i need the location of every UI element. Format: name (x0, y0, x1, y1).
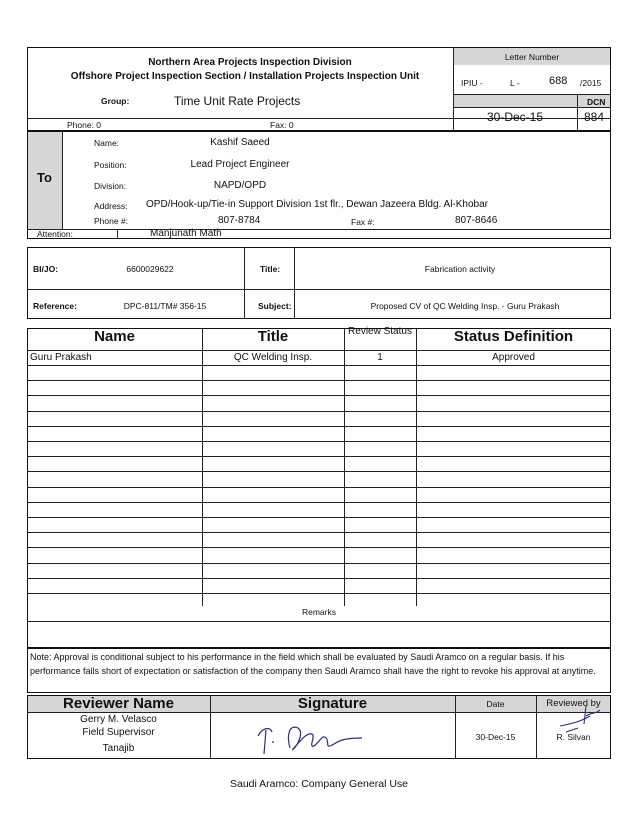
to-name: Kashif Saeed (210, 137, 270, 148)
attention-value: Manjunath Math (150, 228, 222, 239)
table-rule (27, 350, 611, 351)
header-name: Name (94, 328, 135, 345)
table-rule (27, 426, 611, 427)
to-division: NAPD/OPD (213, 180, 267, 191)
table-rule (27, 578, 611, 579)
signature-label: Signature (297, 695, 368, 712)
table-rule (27, 593, 611, 594)
position-label: Position: (94, 160, 127, 170)
row-review-status: 1 (377, 352, 383, 363)
letter-prefix: IPIU - (461, 78, 483, 88)
footer-date: 30-Dec-15 (475, 732, 516, 742)
fax-label: Fax: 0 (270, 120, 294, 130)
reference-value: DPC-811/TM# 356-15 (123, 301, 207, 311)
table-rule (27, 517, 611, 518)
title-label: Title: (260, 264, 281, 274)
reviewed-by: R. Silvan (556, 732, 591, 742)
subject-value: Proposed CV of QC Welding Insp. - Guru Prakash (370, 301, 560, 311)
address-label: Address: (94, 201, 128, 211)
reviewer-signature (250, 714, 380, 760)
to-address: OPD/Hook-up/Tie-in Support Division 1st flr., Dewan Jazeera Bldg. Al-Khobar (146, 199, 489, 210)
row-status-definition: Approved (492, 352, 535, 363)
to-phone: 807-8784 (218, 215, 261, 226)
table-rule (27, 621, 611, 622)
table-rule (27, 547, 611, 548)
date-label: Date (486, 699, 505, 709)
letter-number-label: Letter Number (504, 52, 560, 62)
phone-no-label: Phone #: (94, 216, 129, 226)
letter-number: 688 (549, 75, 568, 87)
reviewer-location: Tanajib (102, 743, 135, 754)
table-rule (27, 502, 611, 503)
reviewer-name: Gerry M. Velasco (80, 714, 157, 725)
table-rule (27, 487, 611, 488)
table-rule (27, 471, 611, 472)
table-rule (27, 411, 611, 412)
bijo-value: 6600029622 (126, 264, 174, 274)
to-label: To (37, 170, 52, 185)
bijo-label: BI/JO: (33, 264, 59, 274)
division-label: Division: (94, 181, 127, 191)
table-rule (27, 380, 611, 381)
header-status-definition: Status Definition (453, 328, 574, 345)
phone-label: Phone: 0 (67, 120, 102, 130)
reviewer-title: Field Supervisor (82, 727, 155, 738)
status-table (27, 328, 611, 648)
group-value: Time Unit Rate Projects (174, 94, 301, 108)
reviewed-by-label: Reviewed by (546, 698, 601, 709)
table-rule (27, 456, 611, 457)
division-title: Northern Area Projects Inspection Division (148, 57, 352, 68)
fax-no-label: Fax #: (351, 217, 375, 227)
bottom-caption: Saudi Aramco: Company General Use (229, 778, 408, 790)
title-value: Fabrication activity (424, 264, 496, 274)
name-label: Name: (94, 138, 120, 148)
group-label: Group: (101, 96, 130, 106)
dcn-value: 884 (583, 110, 605, 124)
table-rule (27, 365, 611, 366)
row-title: QC Welding Insp. (233, 352, 313, 363)
row-name: Guru Prakash (30, 352, 92, 363)
header-review-status: Review Status (348, 326, 412, 337)
letter-year: /2015 (580, 78, 602, 88)
header-date: 30-Dec-15 (486, 110, 544, 124)
letter-mid: L - (510, 78, 520, 88)
reviewer-name-label: Reviewer Name (63, 695, 174, 712)
to-fax: 807-8646 (455, 215, 498, 226)
header-title: Title (257, 328, 289, 345)
approval-note: Note: Approval is conditional subject to his performance in the field which shall be evaluated by Saudi Aramco on a regular basis. If his performance falls short of expectation or satisfaction of the company then Saudi Aramco shall have the right to revoke his approval at anytime. (30, 652, 596, 676)
dcn-label: DCN (587, 97, 606, 107)
table-rule (27, 395, 611, 396)
section-title: Offshore Project Inspection Section / Installation Projects Inspection Unit (70, 71, 420, 82)
table-rule (27, 441, 611, 442)
reference-label: Reference: (33, 301, 77, 311)
attention-label: Attention: (37, 229, 73, 239)
to-position: Lead Project Engineer (190, 159, 290, 170)
remarks-label: Remarks (301, 607, 336, 617)
subject-label: Subject: (258, 301, 292, 311)
table-rule (27, 532, 611, 533)
table-rule (27, 563, 611, 564)
reviewed-by-initials (556, 702, 606, 742)
